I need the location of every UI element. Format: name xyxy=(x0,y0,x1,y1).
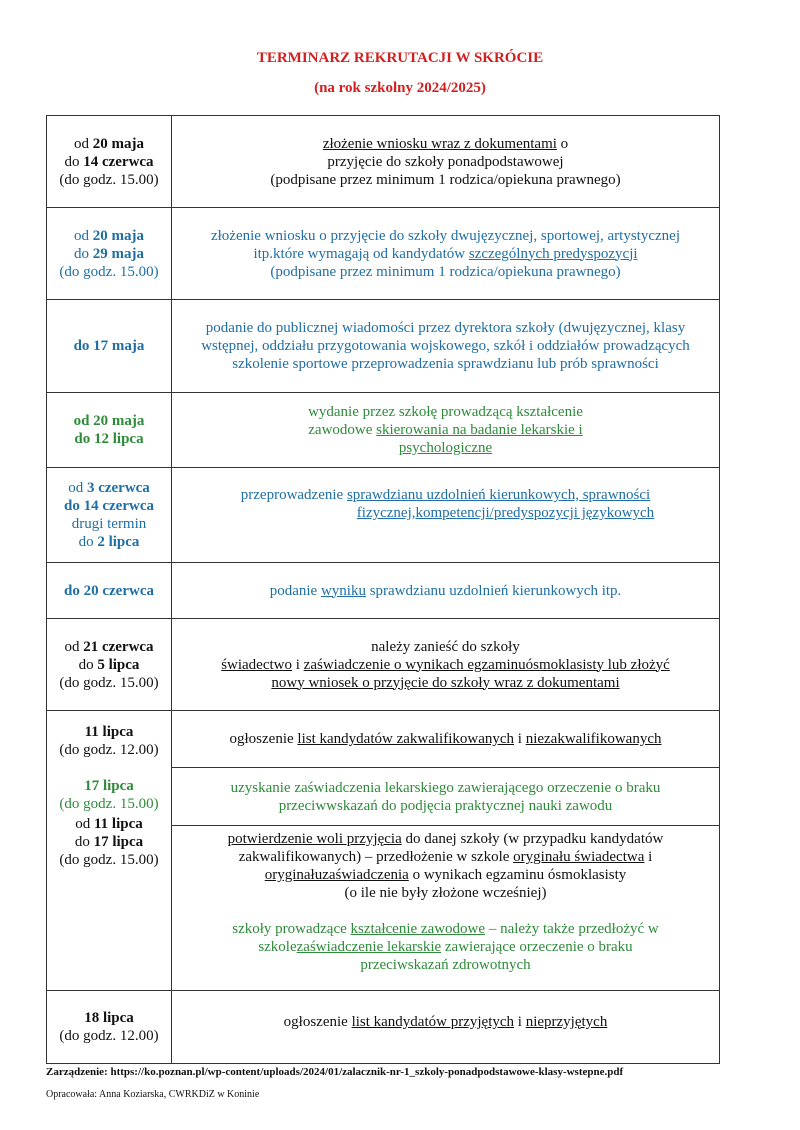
table-row xyxy=(47,300,720,393)
table-row xyxy=(47,468,720,563)
date-cell: od 3 czerwca do 14 czerwca drugi termin do 2 lipca xyxy=(47,468,172,563)
description-cell: podanie do publicznej wiadomości przez dyrektora szkoły (dwujęzycznej, klasy wstępnej, oddziału przygotowania wojskowego, szkół i oddziałów prowadzących szkolenie sportowe przeprowadzenia sprawdzianu lub prób sprawności xyxy=(172,300,720,393)
page-title: TERMINARZ REKRUTACJI W SKRÓCIE xyxy=(256,50,544,66)
table-row xyxy=(47,619,720,711)
description-cell: ogłoszenie list kandydatów zakwalifikowanych i niezakwalifikowanych xyxy=(172,711,720,768)
description-cell: należy zanieść do szkoły świadectwo i zaświadczenie o wynikach egzaminuósmoklasisty lub złożyć nowy wniosek o przyjęcie do szkoły wraz z dokumentami xyxy=(172,619,720,711)
page-subtitle: (na rok szkolny 2024/2025) xyxy=(314,80,486,96)
description-cell: wydanie przez szkołę prowadzącą kształcenie zawodowe skierowania na badanie lekarskie i psychologiczne xyxy=(172,393,720,468)
table-row xyxy=(47,563,720,619)
description-cell: uzyskanie zaświadczenia lekarskiego zawierającego orzeczenie o braku przeciwwskazań do podjęcia praktycznej nauki zawodu xyxy=(172,768,720,826)
source-footnote: Zarządzenie: https://ko.poznan.pl/wp-content/uploads/2024/01/zalacznik-nr-1_szkoly-ponadpodstawowe-klasy-wstepne.pdf xyxy=(46,1066,624,1078)
date-cell: od 20 maja do 14 czerwca (do godz. 15.00) xyxy=(47,116,172,208)
date-cell: do 17 maja xyxy=(47,300,172,393)
table-row xyxy=(47,116,720,208)
schedule-table xyxy=(46,115,720,1064)
date-cell: od 21 czerwca do 5 lipca (do godz. 15.00) xyxy=(47,619,172,711)
date-cell: do 20 czerwca xyxy=(47,563,172,619)
table-row xyxy=(47,991,720,1064)
description-cell: przeprowadzenie sprawdzianu uzdolnień kierunkowych, sprawności fizycznej,kompetencji/predyspozycji językowych xyxy=(172,468,720,563)
description-cell: podanie wyniku sprawdzianu uzdolnień kierunkowych itp. xyxy=(172,563,720,619)
table-row xyxy=(47,711,720,768)
description-cell: złożenie wniosku wraz z dokumentami o przyjęcie do szkoły ponadpodstawowej (podpisane przez minimum 1 rodzica/opiekuna prawnego) xyxy=(172,116,720,208)
date-cell: 18 lipca (do godz. 12.00) xyxy=(47,991,172,1064)
date-cell: 11 lipca (do godz. 12.00) 17 lipca (do godz. 15.00) od 11 lipca do 17 lipca (do godz. 15.00) xyxy=(47,711,172,991)
date-cell: od 20 maja do 12 lipca xyxy=(47,393,172,468)
author-footnote: Opracowała: Anna Koziarska, CWRKDiZ w Koninie xyxy=(46,1089,260,1100)
table-row xyxy=(47,393,720,468)
description-cell: ogłoszenie list kandydatów przyjętych i nieprzyjętych xyxy=(172,991,720,1064)
table-row xyxy=(47,208,720,300)
date-cell: od 20 maja do 29 maja (do godz. 15.00) xyxy=(47,208,172,300)
description-cell: potwierdzenie woli przyjęcia do danej szkoły (w przypadku kandydatów zakwalifikowanych) – przedłożenie w szkole oryginału świadectwa i oryginałuzaświadczenia o wynikach egzaminu ósmoklasisty (o ile nie były złożone wcześniej) szkoły prowadzące kształcenie zawodowe – należy także przedłożyć w szkolezaświadczenie lekarskie zawierające orzeczenie o braku przeciwskazań zdrowotnych xyxy=(172,826,720,991)
description-cell: złożenie wniosku o przyjęcie do szkoły dwujęzycznej, sportowej, artystycznej itp.które wymagają od kandydatów szczególnych predyspozycji (podpisane przez minimum 1 rodzica/opiekuna prawnego) xyxy=(172,208,720,300)
